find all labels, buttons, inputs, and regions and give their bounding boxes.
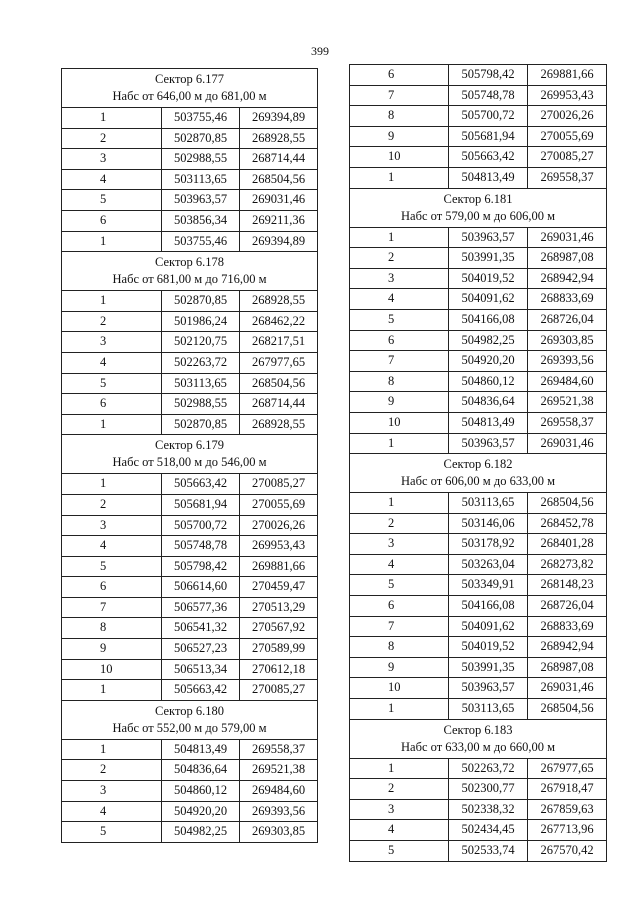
point-number: 8: [350, 106, 449, 127]
y-coordinate: 270085,27: [240, 474, 318, 495]
point-number: 3: [350, 799, 449, 820]
y-coordinate: 268928,55: [240, 128, 318, 149]
point-number: 6: [350, 65, 449, 86]
coordinate-row: [62, 781, 318, 802]
point-number: 1: [62, 231, 162, 252]
x-coordinate: 504860,12: [449, 371, 528, 392]
y-coordinate: 268273,82: [528, 554, 607, 575]
x-coordinate: 503146,06: [449, 513, 528, 534]
point-number: 3: [62, 781, 162, 802]
x-coordinate: 504920,20: [449, 351, 528, 372]
x-coordinate: 505748,78: [449, 85, 528, 106]
point-number: 3: [62, 332, 162, 353]
point-number: 6: [350, 596, 449, 617]
x-coordinate: 502120,75: [162, 332, 240, 353]
coordinate-row: [350, 699, 607, 720]
y-coordinate: 269558,37: [240, 739, 318, 760]
y-coordinate: 268504,56: [240, 169, 318, 190]
x-coordinate: 505681,94: [162, 494, 240, 515]
y-coordinate: 269303,85: [528, 330, 607, 351]
coordinate-row: [350, 227, 607, 248]
x-coordinate: 506614,60: [162, 577, 240, 598]
point-number: 3: [350, 268, 449, 289]
y-coordinate: 267570,42: [528, 841, 607, 862]
point-number: 4: [350, 289, 449, 310]
y-coordinate: 269394,89: [240, 231, 318, 252]
y-coordinate: 269394,89: [240, 108, 318, 129]
sector-header-row: [350, 454, 607, 493]
coordinate-row: [350, 167, 607, 188]
sector-title: Сектор 6.180: [155, 703, 224, 718]
sector-range: Набс от 681,00 м до 716,00 м: [112, 272, 267, 287]
x-coordinate: 503113,65: [162, 169, 240, 190]
point-number: 5: [350, 309, 449, 330]
x-coordinate: 504982,25: [449, 330, 528, 351]
x-coordinate: 505798,42: [162, 556, 240, 577]
x-coordinate: 504860,12: [162, 781, 240, 802]
y-coordinate: 269558,37: [528, 167, 607, 188]
y-coordinate: 268452,78: [528, 513, 607, 534]
y-coordinate: 270085,27: [528, 147, 607, 168]
y-coordinate: 269953,43: [240, 536, 318, 557]
point-number: 3: [350, 534, 449, 555]
coordinate-row: [350, 126, 607, 147]
sector-header: [62, 700, 318, 739]
coordinate-row: [62, 801, 318, 822]
coordinate-row: [62, 515, 318, 536]
point-number: 2: [62, 760, 162, 781]
coordinate-row: [62, 597, 318, 618]
coordinate-row: [62, 352, 318, 373]
coordinate-row: [62, 373, 318, 394]
y-coordinate: 269031,46: [528, 433, 607, 454]
sector-header: [62, 435, 318, 474]
x-coordinate: 503963,57: [449, 227, 528, 248]
point-number: 6: [62, 577, 162, 598]
sector-range: Набс от 579,00 м до 606,00 м: [401, 208, 555, 223]
point-number: 4: [350, 554, 449, 575]
point-number: 1: [62, 474, 162, 495]
x-coordinate: 504019,52: [449, 637, 528, 658]
sector-range: Набс от 606,00 м до 633,00 м: [401, 474, 555, 489]
x-coordinate: 502870,85: [162, 128, 240, 149]
x-coordinate: 505663,42: [449, 147, 528, 168]
point-number: 9: [62, 639, 162, 660]
point-number: 10: [62, 659, 162, 680]
sector-title: Сектор 6.181: [443, 191, 513, 206]
x-coordinate: 503963,57: [162, 190, 240, 211]
x-coordinate: 504920,20: [162, 801, 240, 822]
point-number: 10: [350, 147, 449, 168]
x-coordinate: 506527,23: [162, 639, 240, 660]
point-number: 1: [62, 291, 162, 312]
sector-title: Сектор 6.182: [443, 457, 513, 472]
coordinate-row: [350, 85, 607, 106]
point-number: 3: [62, 149, 162, 170]
y-coordinate: 268504,56: [240, 373, 318, 394]
x-coordinate: 502263,72: [162, 352, 240, 373]
y-coordinate: 268726,04: [528, 596, 607, 617]
point-number: 2: [350, 248, 449, 269]
x-coordinate: 504813,49: [449, 167, 528, 188]
coordinate-row: [62, 169, 318, 190]
x-coordinate: 504019,52: [449, 268, 528, 289]
x-coordinate: 505700,72: [162, 515, 240, 536]
x-coordinate: 504166,08: [449, 596, 528, 617]
point-number: 2: [62, 311, 162, 332]
y-coordinate: 270055,69: [528, 126, 607, 147]
sector-header-row: [350, 719, 607, 758]
point-number: 10: [350, 678, 449, 699]
y-coordinate: 269521,38: [528, 392, 607, 413]
x-coordinate: 502434,45: [449, 820, 528, 841]
x-coordinate: 503755,46: [162, 108, 240, 129]
right-coordinates-table: [349, 64, 607, 862]
page-number: 399: [311, 44, 329, 58]
x-coordinate: 502338,32: [449, 799, 528, 820]
coordinate-row: [62, 394, 318, 415]
y-coordinate: 267713,96: [528, 820, 607, 841]
coordinate-row: [62, 556, 318, 577]
coordinate-row: [350, 268, 607, 289]
coordinate-row: [62, 414, 318, 435]
sector-header-row: [350, 188, 607, 227]
y-coordinate: 268148,23: [528, 575, 607, 596]
coordinate-row: [62, 659, 318, 680]
y-coordinate: 268726,04: [528, 309, 607, 330]
y-coordinate: 270589,99: [240, 639, 318, 660]
coordinate-row: [62, 149, 318, 170]
x-coordinate: 503856,34: [162, 210, 240, 231]
coordinate-row: [62, 332, 318, 353]
y-coordinate: 269303,85: [240, 822, 318, 843]
coordinate-row: [350, 433, 607, 454]
y-coordinate: 269393,56: [528, 351, 607, 372]
sector-header-row: [62, 69, 318, 108]
coordinate-row: [62, 760, 318, 781]
point-number: 7: [350, 351, 449, 372]
y-coordinate: 270567,92: [240, 618, 318, 639]
y-coordinate: 268714,44: [240, 394, 318, 415]
coordinate-row: [62, 190, 318, 211]
sector-header: [62, 69, 318, 108]
y-coordinate: 268504,56: [528, 493, 607, 514]
point-number: 9: [350, 392, 449, 413]
y-coordinate: 269484,60: [528, 371, 607, 392]
y-coordinate: 268987,08: [528, 248, 607, 269]
point-number: 8: [350, 371, 449, 392]
y-coordinate: 270459,47: [240, 577, 318, 598]
x-coordinate: 502988,55: [162, 149, 240, 170]
y-coordinate: 267918,47: [528, 779, 607, 800]
point-number: 8: [62, 618, 162, 639]
y-coordinate: 268833,69: [528, 616, 607, 637]
x-coordinate: 503991,35: [449, 248, 528, 269]
coordinate-row: [62, 822, 318, 843]
coordinate-row: [350, 799, 607, 820]
x-coordinate: 505748,78: [162, 536, 240, 557]
x-coordinate: 502300,77: [449, 779, 528, 800]
coordinate-row: [350, 371, 607, 392]
point-number: 1: [350, 227, 449, 248]
y-coordinate: 269558,37: [528, 412, 607, 433]
x-coordinate: 502533,74: [449, 841, 528, 862]
right-coordinates-column: [349, 64, 606, 862]
y-coordinate: 270026,26: [240, 515, 318, 536]
y-coordinate: 268942,94: [528, 637, 607, 658]
coordinate-row: [350, 493, 607, 514]
y-coordinate: 268928,55: [240, 414, 318, 435]
coordinate-row: [350, 657, 607, 678]
point-number: 2: [350, 779, 449, 800]
x-coordinate: 503113,65: [449, 699, 528, 720]
point-number: 5: [62, 190, 162, 211]
y-coordinate: 269031,46: [528, 678, 607, 699]
point-number: 1: [62, 414, 162, 435]
y-coordinate: 269953,43: [528, 85, 607, 106]
coordinate-row: [62, 680, 318, 701]
x-coordinate: 504166,08: [449, 309, 528, 330]
point-number: 5: [62, 373, 162, 394]
y-coordinate: 268928,55: [240, 291, 318, 312]
coordinate-row: [350, 106, 607, 127]
point-number: 4: [350, 820, 449, 841]
x-coordinate: 503755,46: [162, 231, 240, 252]
x-coordinate: 503113,65: [449, 493, 528, 514]
coordinate-row: [62, 577, 318, 598]
y-coordinate: 268987,08: [528, 657, 607, 678]
point-number: 1: [62, 739, 162, 760]
point-number: 5: [62, 556, 162, 577]
x-coordinate: 502263,72: [449, 758, 528, 779]
y-coordinate: 268942,94: [528, 268, 607, 289]
point-number: 7: [350, 85, 449, 106]
coordinate-row: [350, 779, 607, 800]
left-coordinates-column: [61, 68, 317, 843]
y-coordinate: 270612,18: [240, 659, 318, 680]
coordinate-row: [62, 231, 318, 252]
point-number: 7: [350, 616, 449, 637]
sector-header-row: [62, 700, 318, 739]
sector-header: [350, 454, 607, 493]
x-coordinate: 503263,04: [449, 554, 528, 575]
y-coordinate: 268714,44: [240, 149, 318, 170]
x-coordinate: 505798,42: [449, 65, 528, 86]
x-coordinate: 504091,62: [449, 616, 528, 637]
left-coordinates-table: [61, 68, 318, 843]
x-coordinate: 502870,85: [162, 291, 240, 312]
coordinate-row: [62, 739, 318, 760]
y-coordinate: 269211,36: [240, 210, 318, 231]
y-coordinate: 268217,51: [240, 332, 318, 353]
sector-title: Сектор 6.179: [155, 438, 224, 453]
sector-range: Набс от 518,00 м до 546,00 м: [112, 455, 267, 470]
point-number: 2: [62, 128, 162, 149]
y-coordinate: 267977,65: [240, 352, 318, 373]
y-coordinate: 268401,28: [528, 534, 607, 555]
coordinate-row: [62, 494, 318, 515]
point-number: 5: [350, 841, 449, 862]
sector-title: Сектор 6.183: [443, 722, 513, 737]
point-number: 1: [350, 699, 449, 720]
y-coordinate: 269521,38: [240, 760, 318, 781]
x-coordinate: 506513,34: [162, 659, 240, 680]
coordinate-row: [62, 639, 318, 660]
sector-range: Набс от 552,00 м до 579,00 м: [112, 720, 267, 735]
coordinate-row: [62, 210, 318, 231]
coordinate-row: [350, 616, 607, 637]
coordinate-row: [350, 637, 607, 658]
sector-title: Сектор 6.178: [155, 255, 224, 270]
point-number: 6: [62, 210, 162, 231]
y-coordinate: 268504,56: [528, 699, 607, 720]
point-number: 2: [62, 494, 162, 515]
x-coordinate: 506541,32: [162, 618, 240, 639]
point-number: 1: [350, 758, 449, 779]
point-number: 1: [350, 493, 449, 514]
y-coordinate: 267977,65: [528, 758, 607, 779]
x-coordinate: 503963,57: [449, 678, 528, 699]
y-coordinate: 270026,26: [528, 106, 607, 127]
coordinate-row: [350, 289, 607, 310]
sector-range: Набс от 633,00 м до 660,00 м: [401, 739, 555, 754]
y-coordinate: 268833,69: [528, 289, 607, 310]
point-number: 5: [62, 822, 162, 843]
point-number: 6: [350, 330, 449, 351]
point-number: 4: [62, 169, 162, 190]
x-coordinate: 503178,92: [449, 534, 528, 555]
y-coordinate: 270513,29: [240, 597, 318, 618]
point-number: 10: [350, 412, 449, 433]
coordinate-row: [62, 618, 318, 639]
coordinate-row: [350, 392, 607, 413]
y-coordinate: 269393,56: [240, 801, 318, 822]
point-number: 6: [62, 394, 162, 415]
coordinate-row: [62, 311, 318, 332]
coordinate-row: [62, 291, 318, 312]
x-coordinate: 503349,91: [449, 575, 528, 596]
point-number: 1: [350, 167, 449, 188]
x-coordinate: 502870,85: [162, 414, 240, 435]
coordinate-row: [350, 758, 607, 779]
point-number: 7: [62, 597, 162, 618]
x-coordinate: 505681,94: [449, 126, 528, 147]
x-coordinate: 505663,42: [162, 680, 240, 701]
coordinate-row: [350, 554, 607, 575]
sector-header-row: [62, 435, 318, 474]
coordinate-row: [62, 108, 318, 129]
coordinate-row: [62, 128, 318, 149]
y-coordinate: 269031,46: [528, 227, 607, 248]
x-coordinate: 505700,72: [449, 106, 528, 127]
x-coordinate: 504982,25: [162, 822, 240, 843]
x-coordinate: 504091,62: [449, 289, 528, 310]
coordinate-row: [350, 351, 607, 372]
x-coordinate: 504813,49: [162, 739, 240, 760]
coordinate-row: [350, 147, 607, 168]
y-coordinate: 268462,22: [240, 311, 318, 332]
coordinate-row: [350, 309, 607, 330]
coordinate-row: [62, 536, 318, 557]
coordinate-row: [350, 841, 607, 862]
coordinate-row: [350, 412, 607, 433]
point-number: 4: [62, 352, 162, 373]
coordinate-row: [350, 248, 607, 269]
y-coordinate: 269484,60: [240, 781, 318, 802]
x-coordinate: 505663,42: [162, 474, 240, 495]
point-number: 5: [350, 575, 449, 596]
point-number: 8: [350, 637, 449, 658]
coordinate-row: [350, 330, 607, 351]
x-coordinate: 502988,55: [162, 394, 240, 415]
x-coordinate: 503963,57: [449, 433, 528, 454]
point-number: 4: [62, 536, 162, 557]
sector-title: Сектор 6.177: [155, 72, 224, 86]
point-number: 4: [62, 801, 162, 822]
x-coordinate: 503113,65: [162, 373, 240, 394]
coordinate-row: [350, 65, 607, 86]
point-number: 9: [350, 126, 449, 147]
x-coordinate: 501986,24: [162, 311, 240, 332]
x-coordinate: 504836,64: [162, 760, 240, 781]
coordinate-row: [350, 534, 607, 555]
x-coordinate: 506577,36: [162, 597, 240, 618]
y-coordinate: 267859,63: [528, 799, 607, 820]
point-number: 2: [350, 513, 449, 534]
point-number: 1: [62, 108, 162, 129]
sector-header: [350, 719, 607, 758]
y-coordinate: 270055,69: [240, 494, 318, 515]
coordinate-row: [350, 596, 607, 617]
x-coordinate: 504813,49: [449, 412, 528, 433]
sector-header: [62, 252, 318, 291]
point-number: 9: [350, 657, 449, 678]
y-coordinate: 269031,46: [240, 190, 318, 211]
coordinate-row: [350, 678, 607, 699]
y-coordinate: 269881,66: [528, 65, 607, 86]
sector-range: Набс от 646,00 м до 681,00 м: [112, 89, 267, 103]
x-coordinate: 503991,35: [449, 657, 528, 678]
sector-header-row: [62, 252, 318, 291]
point-number: 1: [350, 433, 449, 454]
coordinate-row: [350, 575, 607, 596]
y-coordinate: 270085,27: [240, 680, 318, 701]
coordinate-row: [62, 474, 318, 495]
point-number: 3: [62, 515, 162, 536]
coordinate-row: [350, 820, 607, 841]
y-coordinate: 269881,66: [240, 556, 318, 577]
x-coordinate: 504836,64: [449, 392, 528, 413]
coordinate-row: [350, 513, 607, 534]
point-number: 1: [62, 680, 162, 701]
sector-header: [350, 188, 607, 227]
